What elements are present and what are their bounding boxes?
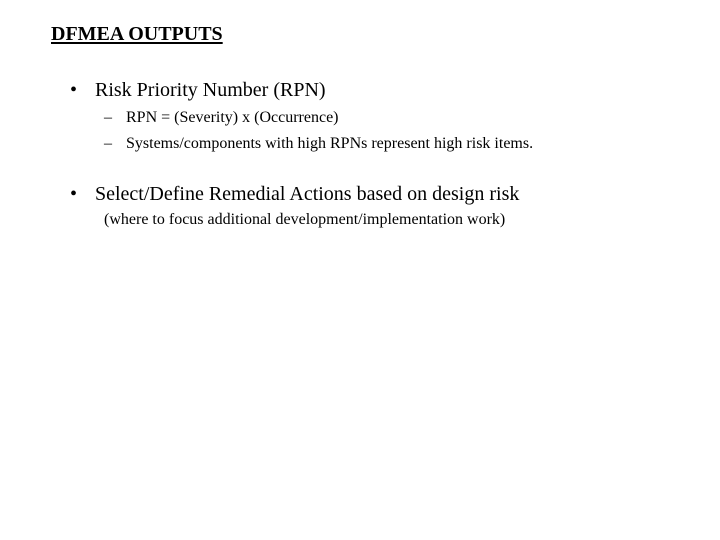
subitem-rpn-formula-text: RPN = (Severity) x (Occurrence): [126, 109, 339, 126]
subitem-high-rpn-text: Systems/components with high RPNs represent high risk items.: [126, 135, 534, 152]
subitem-high-rpn: [104, 133, 533, 155]
bullet-rpn: [70, 77, 326, 103]
bullet-rpn-text: Risk Priority Number (RPN): [95, 79, 326, 101]
bullet-remedial-actions: [70, 181, 519, 207]
bullet-remedial-actions-text: Select/Define Remedial Actions based on design risk: [95, 183, 520, 205]
bullet-mark: •: [70, 79, 78, 101]
bullet-mark: •: [70, 183, 78, 205]
dash-mark: –: [104, 135, 112, 152]
dash-mark: –: [104, 109, 112, 126]
slide-title: DFMEA OUTPUTS: [51, 23, 223, 45]
remedial-actions-note: (where to focus additional development/implementation work): [104, 211, 506, 228]
subitem-rpn-formula: [104, 107, 339, 129]
